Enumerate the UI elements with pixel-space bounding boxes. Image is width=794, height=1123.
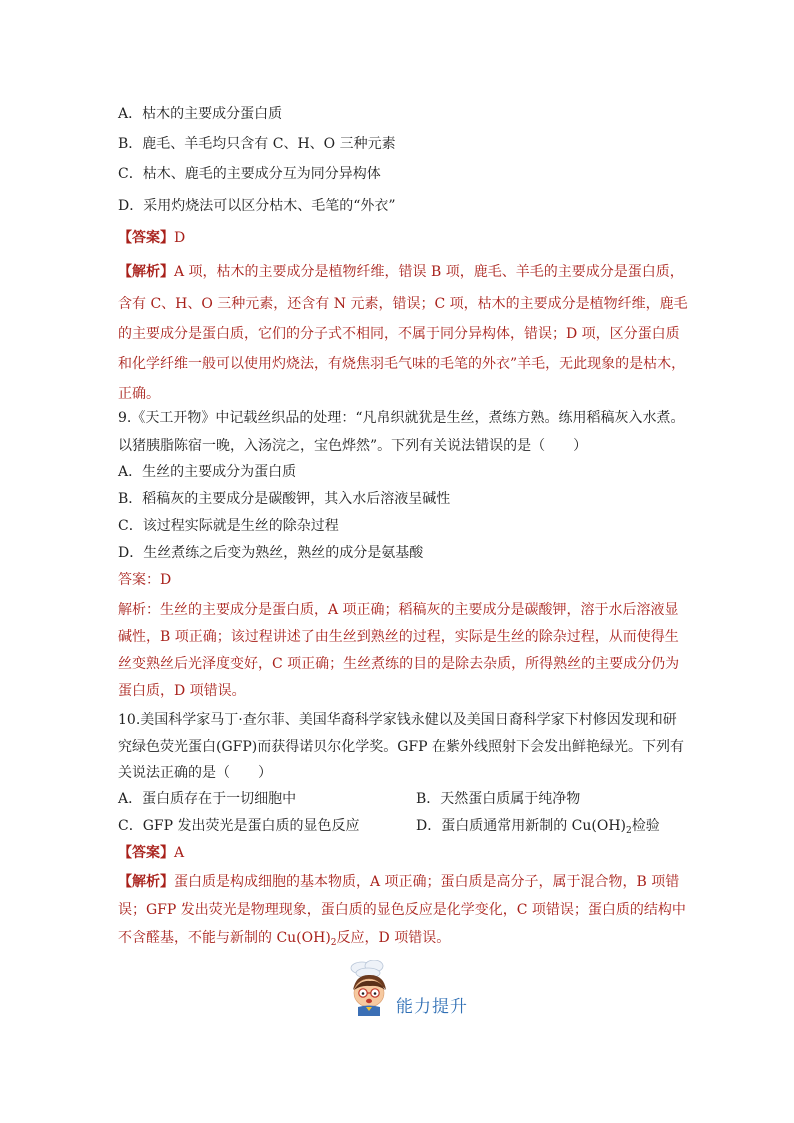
section-title: 能力提升 <box>396 997 468 1017</box>
q8-answer <box>118 228 678 248</box>
q9-analysis-line: 碱性，B 项正确；该过程讲述了由生丝到熟丝的过程，实际是生丝的除杂过程，从而使得生 <box>118 629 679 645</box>
q9-answer: 答案：D <box>118 572 172 588</box>
q10-analysis-line: 不含醛基，不能与新制的 $Cu(OH)_2$反应，D 项错误。 <box>118 930 451 948</box>
q9-analysis-line: 解析：生丝的主要成分是蛋白质，A 项正确；稻稿灰的主要成分是碳酸钾，溶于水后溶液显 <box>118 602 679 618</box>
q9-option-a: A．生丝的主要成分为蛋白质 <box>118 464 297 480</box>
q10-analysis-line: 【解析】蛋白质是构成细胞的基本物质，A 项正确；蛋白质是高分子，属于混合物，B 项错 <box>118 874 680 890</box>
q9-stem-line: 9.《天工开物》中记载丝织品的处理：“凡帛织就犹是生丝，煮练方熟。练用稻稿灰入水煮。 <box>118 410 685 426</box>
q8-analysis-line: 【解析】A 项，枯木的主要成分是植物纤维，错误 B 项，鹿毛、羊毛的主要成分是蛋白质， <box>118 264 684 280</box>
q8-option-c: C．枯木、鹿毛的主要成分互为同分异构体 <box>118 166 381 182</box>
q8-option-d: D．采用灼烧法可以区分枯木、毛笔的“外衣” <box>118 198 396 214</box>
q9-option-d: D．生丝煮练之后变为熟丝，熟丝的成分是氨基酸 <box>118 545 424 561</box>
q8-option-a: A．枯木的主要成分蛋白质 <box>118 106 283 122</box>
q8-analysis-line: 和化学纤维一般可以使用灼烧法，有烧焦羽毛气味的毛笔的外衣”羊毛，无此现象的是枯木， <box>118 356 686 372</box>
answer-value: D <box>174 230 186 246</box>
q10-answer <box>118 843 678 863</box>
q8-option-b: B．鹿毛、羊毛均只含有 C、H、O 三种元素 <box>118 136 396 152</box>
q9-analysis-line: 蛋白质，D 项错误。 <box>118 683 246 699</box>
q10-analysis-line: 误；GFP 发出荧光是物理现象，蛋白质的显色反应是化学变化，C 项错误；蛋白质的结构中 <box>118 902 686 918</box>
q10-option-b: B．天然蛋白质属于纯净物 <box>416 791 581 807</box>
q9-option-c: C．该过程实际就是生丝的除杂过程 <box>118 518 339 534</box>
answer-label: 【答案】 <box>118 845 174 861</box>
q10-stem-line: 究绿色荧光蛋白(GFP)而获得诺贝尔化学奖。GFP 在紫外线照射下会发出鲜艳绿光。下列有 <box>118 739 685 755</box>
q10-option-d: D．蛋白质通常用新制的 $Cu(OH)_2$检验 <box>416 818 660 836</box>
analysis-label: 【解析】 <box>118 264 174 280</box>
q10-stem-line: 关说法正确的是（ ） <box>118 765 272 781</box>
q9-option-b: B．稻稿灰的主要成分是碳酸钾，其入水后溶液呈碱性 <box>118 491 451 507</box>
q10-stem-line: 10.美国科学家马丁·查尔菲、美国华裔科学家钱永健以及美国日裔科学家下村修因发现和研 <box>118 712 677 728</box>
q8-analysis-line: 正确。 <box>118 386 160 402</box>
q9-analysis-line: 丝变熟丝后光泽度变好，C 项正确；生丝煮练的目的是除去杂质，所得熟丝的主要成分仍为 <box>118 656 680 672</box>
q9-stem-line: 以猪胰脂陈宿一晚，入汤浣之，宝色烨然”。下列有关说法错误的是（ ） <box>118 438 588 454</box>
q8-analysis-line: 的主要成分是蛋白质，它们的分子式不相同，不属于同分异构体，错误；D 项，区分蛋白质 <box>118 326 680 342</box>
q10-option-c: C．GFP 发出荧光是蛋白质的显色反应 <box>118 818 360 834</box>
answer-value: A <box>174 845 185 861</box>
answer-label: 【答案】 <box>118 230 174 246</box>
analysis-label: 【解析】 <box>118 874 174 890</box>
q10-option-a: A．蛋白质存在于一切细胞中 <box>118 791 297 807</box>
q8-analysis-line: 含有 C、H、O 三种元素，还含有 N 元素，错误；C 项，枯木的主要成分是植物纤维，鹿毛 <box>118 296 688 312</box>
